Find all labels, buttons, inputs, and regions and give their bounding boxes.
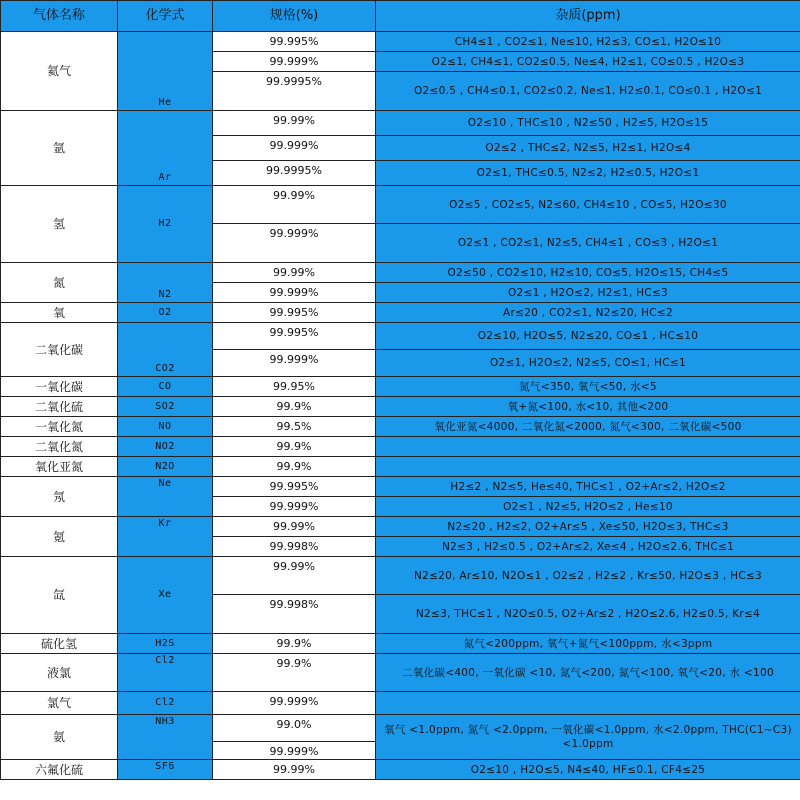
spec-cell: 99.995% <box>213 32 376 52</box>
header-row <box>1 1 800 32</box>
table-row <box>1 323 800 350</box>
gas-name-cell: 一氧化氮 <box>1 417 118 437</box>
gas-name-cell: 氪 <box>1 517 118 557</box>
spec-cell: 99.99% <box>213 760 376 780</box>
table-row <box>1 477 800 497</box>
spec-cell: 99.99% <box>213 111 376 136</box>
table-row <box>1 32 800 52</box>
impurity-cell: O2≤1, CH4≤1, CO2≤0.5, Ne≤4, H2≤1, CO≤0.5 , H2O≤3 <box>376 52 800 72</box>
gas-name-cell: 二氧化碳 <box>1 323 118 377</box>
impurity-cell: N2≤3, THC≤1 , N2O≤0.5, O2+Ar≤2 , H2O≤2.6, H2≤0.5, Kr≤4 <box>376 595 800 634</box>
impurity-cell: O2≤10 , THC≤10 , N2≤50 , H2≤5, H2O≤15 <box>376 111 800 136</box>
spec-cell: 99.9995% <box>213 72 376 111</box>
formula-cell: N2 <box>118 263 213 303</box>
impurity-cell: Ar≤20 , CO2≤1, N2≤20, HC≤2 <box>376 303 800 323</box>
formula-cell: CO <box>118 377 213 397</box>
spec-cell: 99.95% <box>213 377 376 397</box>
impurity-cell: 氮气<350, 氧气<50, 水<5 <box>376 377 800 397</box>
gas-name-cell: 氙 <box>1 557 118 634</box>
spec-cell: 99.995% <box>213 303 376 323</box>
impurity-cell: O2≤10, H2O≤5, N2≤20, CO≤1 , HC≤10 <box>376 323 800 350</box>
impurity-cell <box>376 437 800 457</box>
impurity-cell: O2≤10 , H2O≤5, N4≤40, HF≤0.1, CF4≤25 <box>376 760 800 780</box>
impurity-cell: O2≤2 , THC≤2, N2≤5, H2≤1, H2O≤4 <box>376 136 800 161</box>
table-row <box>1 692 800 715</box>
spec-cell: 99.999% <box>213 692 376 715</box>
header-impurity: 杂质(ppm) <box>376 1 800 32</box>
gas-table-body <box>1 32 800 780</box>
impurity-cell <box>376 457 800 477</box>
gas-name-cell: 氧 <box>1 303 118 323</box>
spec-cell: 99.0% <box>213 715 376 742</box>
formula-cell: He <box>118 32 213 111</box>
gas-name-cell: 氦气 <box>1 32 118 111</box>
header-spec: 规格(%) <box>213 1 376 32</box>
formula-cell: NO2 <box>118 437 213 457</box>
gas-name-cell: 六氟化硫 <box>1 760 118 780</box>
formula-cell: SF6 <box>118 760 213 780</box>
gas-name-cell: 一氧化碳 <box>1 377 118 397</box>
gas-name-cell: 二氧化氮 <box>1 437 118 457</box>
gas-name-cell: 氩 <box>1 111 118 186</box>
table-row <box>1 654 800 692</box>
table-row <box>1 263 800 283</box>
formula-cell: Cl2 <box>118 654 213 692</box>
spec-cell: 99.9% <box>213 654 376 692</box>
impurity-cell: O2≤1, THC≤0.5, N2≤2, H2≤0.5, H2O≤1 <box>376 161 800 186</box>
gas-name-cell: 氨 <box>1 715 118 760</box>
formula-cell: N2O <box>118 457 213 477</box>
table-row <box>1 557 800 595</box>
table-row <box>1 303 800 323</box>
table-row <box>1 457 800 477</box>
table-row <box>1 417 800 437</box>
spec-cell: 99.99% <box>213 557 376 595</box>
gas-name-cell: 液氯 <box>1 654 118 692</box>
table-row <box>1 377 800 397</box>
impurity-cell: O2≤1 , CO2≤1, N2≤5, CH4≤1 , CO≤3 , H2O≤1 <box>376 224 800 263</box>
impurity-cell: 氧+氮<100, 水<10, 其他<200 <box>376 397 800 417</box>
table-row <box>1 111 800 136</box>
formula-cell: CO2 <box>118 323 213 377</box>
spec-cell: 99.5% <box>213 417 376 437</box>
formula-cell: H2 <box>118 186 213 263</box>
spec-cell: 99.9% <box>213 397 376 417</box>
formula-cell: Cl2 <box>118 692 213 715</box>
spec-cell: 99.995% <box>213 477 376 497</box>
formula-cell: Ne <box>118 477 213 517</box>
impurity-cell: 氮气<200ppm, 氧气+氮气<100ppm, 水<3ppm <box>376 634 800 654</box>
formula-cell: Xe <box>118 557 213 634</box>
impurity-cell: 二氧化碳<400, 一氧化碳 <10, 氮气<200, 氮气<100, 氧气<20, 水 <100 <box>376 654 800 692</box>
spec-cell: 99.995% <box>213 323 376 350</box>
gas-name-cell: 氧化亚氮 <box>1 457 118 477</box>
formula-cell: O2 <box>118 303 213 323</box>
gas-name-cell: 氢 <box>1 186 118 263</box>
spec-cell: 99.9% <box>213 634 376 654</box>
spec-cell: 99.9995% <box>213 161 376 186</box>
header-formula: 化学式 <box>118 1 213 32</box>
impurity-cell: 氧气 <1.0ppm, 氮气 <2.0ppm, 一氧化碳<1.0ppm, 水<2.0ppm, THC(C1~C3) <1.0ppm <box>376 715 800 760</box>
spec-cell: 99.999% <box>213 52 376 72</box>
formula-cell: NO <box>118 417 213 437</box>
gas-name-cell: 氮 <box>1 263 118 303</box>
impurity-cell: O2≤1 , N2≤5, H2O≤2 , He≤10 <box>376 497 800 517</box>
formula-cell: H2S <box>118 634 213 654</box>
impurity-cell: N2≤3 , H2≤0.5 , O2+Ar≤2, Xe≤4 , H2O≤2.6, THC≤1 <box>376 537 800 557</box>
table-row <box>1 715 800 742</box>
impurity-cell: CH4≤1 , CO2≤1, Ne≤10, H2≤3, CO≤1, H2O≤10 <box>376 32 800 52</box>
impurity-cell: O2≤1 , H2O≤2, H2≤1, HC≤3 <box>376 283 800 303</box>
impurity-cell <box>376 692 800 715</box>
spec-cell: 99.999% <box>213 136 376 161</box>
spec-cell: 99.999% <box>213 742 376 760</box>
table-row <box>1 437 800 457</box>
spec-cell: 99.999% <box>213 283 376 303</box>
impurity-cell: O2≤5 , CO2≤5, N2≤60, CH4≤10 , CO≤5, H2O≤30 <box>376 186 800 224</box>
table-row <box>1 397 800 417</box>
impurity-cell: N2≤20 , H2≤2, O2+Ar≤5 , Xe≤50, H2O≤3, THC≤3 <box>376 517 800 537</box>
impurity-cell: H2≤2 , N2≤5, He≤40, THC≤1 , O2+Ar≤2, H2O≤2 <box>376 477 800 497</box>
gas-name-cell: 氯气 <box>1 692 118 715</box>
table-row <box>1 517 800 537</box>
impurity-cell: O2≤50 , CO2≤10, H2≤10, CO≤5, H2O≤15, CH4≤5 <box>376 263 800 283</box>
spec-cell: 99.99% <box>213 263 376 283</box>
spec-cell: 99.999% <box>213 350 376 377</box>
spec-cell: 99.998% <box>213 595 376 634</box>
gas-name-cell: 氖 <box>1 477 118 517</box>
table-row <box>1 186 800 224</box>
impurity-cell: 氧化亚氮<4000, 二氧化氮<2000, 氮气<300, 二氧化碳<500 <box>376 417 800 437</box>
formula-cell: NH3 <box>118 715 213 760</box>
formula-cell: Ar <box>118 111 213 186</box>
gas-name-cell: 二氧化硫 <box>1 397 118 417</box>
spec-cell: 99.9% <box>213 457 376 477</box>
table-row <box>1 760 800 780</box>
spec-cell: 99.999% <box>213 497 376 517</box>
spec-cell: 99.999% <box>213 224 376 263</box>
gas-name-cell: 硫化氢 <box>1 634 118 654</box>
table-row <box>1 634 800 654</box>
spec-cell: 99.99% <box>213 186 376 224</box>
impurity-cell: O2≤0.5 , CH4≤0.1, CO2≤0.2, Ne≤1, H2≤0.1, CO≤0.1 , H2O≤1 <box>376 72 800 111</box>
impurity-cell: O2≤1, H2O≤2, N2≤5, CO≤1, HC≤1 <box>376 350 800 377</box>
formula-cell: Kr <box>118 517 213 557</box>
formula-cell: SO2 <box>118 397 213 417</box>
spec-cell: 99.998% <box>213 537 376 557</box>
impurity-cell: N2≤20, Ar≤10, N2O≤1 , O2≤2 , H2≤2 , Kr≤50, H2O≤3 , HC≤3 <box>376 557 800 595</box>
header-gas-name: 气体名称 <box>1 1 118 32</box>
spec-cell: 99.9% <box>213 437 376 457</box>
spec-cell: 99.99% <box>213 517 376 537</box>
